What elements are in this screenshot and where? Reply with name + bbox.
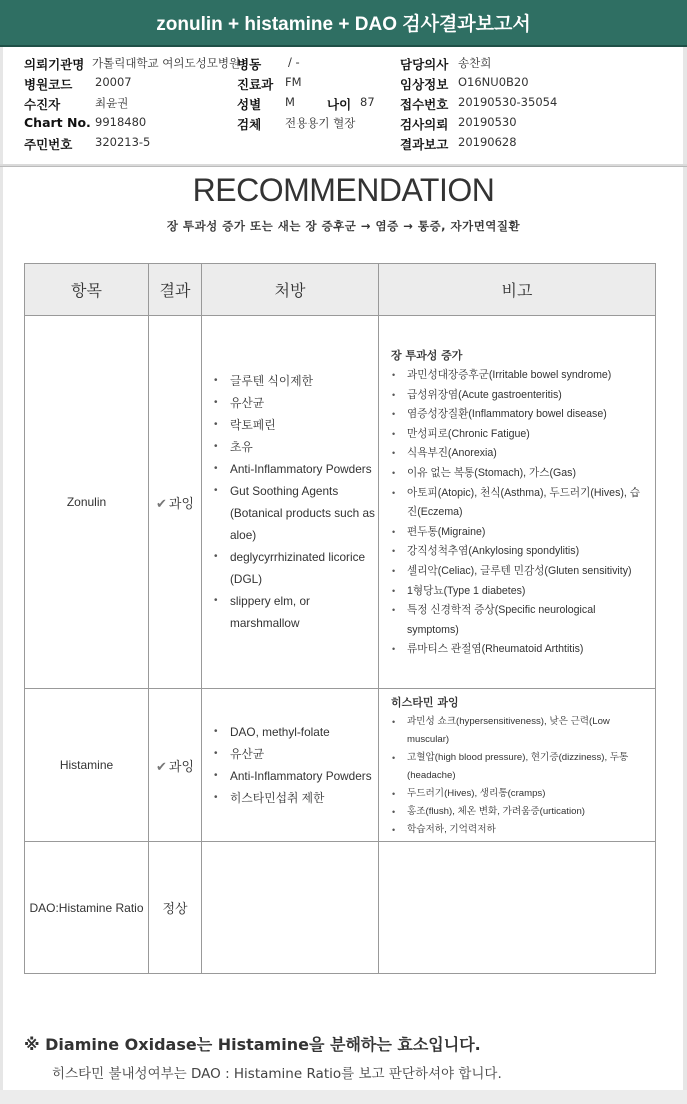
info-row-3: [0, 95, 687, 114]
info-row-2: [0, 75, 687, 94]
prescription-item: • Anti-Inflammatory Powders: [212, 765, 378, 787]
check-icon: ✔: [155, 759, 167, 775]
sex-label: 성별: [237, 97, 262, 112]
chart-value: 9918480: [95, 115, 147, 129]
table-row-histamine: [25, 689, 656, 842]
header-remarks: 비고: [379, 264, 656, 316]
receipt-value: 20190530-35054: [458, 95, 558, 109]
header-item: 항목: [25, 264, 149, 316]
remarks-item: • 특정 신경학적 증상(Specific neurological symptoms): [391, 601, 647, 640]
footer-note-main: ※ Diamine Oxidase는 Histamine을 분해하는 효소입니다.: [24, 1035, 481, 1054]
prescription-item: • Anti-Inflammatory Powders: [212, 458, 378, 480]
remarks-item: • 염증성장질환(Inflammatory bowel disease): [391, 405, 647, 425]
institution-value: 가톨릭대학교 여의도성모병원: [92, 56, 241, 70]
item-cell: Zonulin: [25, 316, 149, 689]
remarks-item: • 식욕부진(Anorexia): [391, 444, 647, 464]
info-row-4: [0, 115, 687, 134]
id-value: 320213-5: [95, 135, 151, 149]
institution-label: 의뢰기관명: [24, 57, 85, 72]
hospital-code-label: 병원코드: [24, 77, 73, 92]
result-report-label: 결과보고: [400, 137, 449, 152]
remarks-item: • 과민성 쇼크(hypersensitiveness), 낮은 근력(Low muscular): [391, 713, 647, 749]
prescription-item: • slippery elm, or marshmallow: [212, 590, 378, 634]
age-value: 87: [360, 95, 375, 109]
result-value: 정상: [162, 902, 188, 917]
recommendation-title: RECOMMENDATION: [192, 172, 495, 208]
prescription-item: • 초유: [212, 436, 378, 458]
patient-label: 수진자: [24, 97, 61, 112]
request-label: 검사의뢰: [400, 117, 449, 132]
clinical-label: 임상정보: [400, 77, 449, 92]
result-value: 과잉: [168, 759, 195, 775]
bottom-frame: [0, 1090, 687, 1104]
remarks-cell: [379, 689, 656, 842]
prescription-cell: [202, 689, 379, 842]
result-value: 과잉: [168, 496, 195, 512]
remarks-item: • 셀리악(Celiac), 글루텐 민감성(Gluten sensitivity): [391, 562, 647, 582]
remarks-item: • 과민성대장증후군(Irritable bowel syndrome): [391, 366, 647, 386]
remarks-item: • 만성피로(Chronic Fatigue): [391, 425, 647, 445]
prescription-item: • 히스타민섭취 제한: [212, 787, 378, 809]
prescription-item: • Gut Soothing Agents (Botanical products such as aloe): [212, 480, 378, 546]
dept-value: FM: [285, 75, 302, 89]
prescription-item: • 유산균: [212, 743, 378, 765]
sex-value: M: [285, 95, 295, 109]
remarks-heading: 히스타민 과잉: [391, 696, 459, 709]
check-icon: ✔: [155, 496, 167, 512]
dept-label: 진료과: [237, 77, 274, 92]
result-cell: [149, 316, 202, 689]
remarks-item: • 편두통(Migraine): [391, 523, 647, 543]
id-label: 주민번호: [24, 137, 73, 152]
report-title: zonulin + histamine + DAO 검사결과보고서: [0, 0, 687, 47]
result-cell: [149, 689, 202, 842]
prescription-cell: [202, 316, 379, 689]
footer-note-sub: 히스타민 불내성여부는 DAO : Histamine Ratio를 보고 판단하셔야 합니다.: [52, 1066, 502, 1082]
receipt-label: 접수번호: [400, 97, 449, 112]
specimen-label: 검체: [237, 117, 262, 132]
info-row-5: [0, 135, 687, 154]
remarks-item: • 홍조(flush), 체온 변화, 가려움증(urtication): [391, 803, 647, 821]
ward-value: / -: [288, 55, 300, 69]
prescription-item: • 유산균: [212, 392, 378, 414]
prescription-item: • deglycyrrhizinated licorice (DGL): [212, 546, 378, 590]
remarks-item: • 급성위장염(Acute gastroenteritis): [391, 386, 647, 406]
patient-info: [0, 52, 687, 156]
header-prescription: 처방: [202, 264, 379, 316]
recommendation-table: [24, 263, 656, 974]
remarks-heading: 장 투과성 증가: [391, 349, 463, 363]
prescription-cell: [202, 842, 379, 974]
header-divider: [0, 164, 687, 167]
request-value: 20190530: [458, 115, 517, 129]
remarks-cell: [379, 842, 656, 974]
remarks-item: • 아토피(Atopic), 천식(Asthma), 두드러기(Hives), 습진(Eczema): [391, 484, 647, 523]
remarks-item: • 고혈압(high blood pressure), 현기증(dizziness), 두통(headache): [391, 749, 647, 785]
prescription-item: • 락토페린: [212, 414, 378, 436]
remarks-item: • 두드러기(Hives), 생리통(cramps): [391, 785, 647, 803]
remarks-item: • 강직성척추염(Ankylosing spondylitis): [391, 542, 647, 562]
doctor-label: 담당의사: [400, 57, 449, 72]
chart-label: Chart No.: [24, 115, 91, 130]
table-header-row: [25, 264, 656, 316]
recommendation-subtitle: 장 투과성 증가 또는 새는 장 증후군 → 염증 → 통증, 자가면역질환: [166, 219, 521, 233]
age-label: 나이: [327, 97, 352, 112]
remarks-item: • 이유 없는 복통(Stomach), 가스(Gas): [391, 464, 647, 484]
prescription-item: • 글루텐 식이제한: [212, 370, 378, 392]
patient-value: 최윤권: [95, 96, 129, 110]
ward-label: 병동: [237, 57, 262, 72]
remarks-item: • 1형당뇨(Type 1 diabetes): [391, 582, 647, 602]
header-result: 결과: [149, 264, 202, 316]
hospital-code-value: 20007: [95, 75, 132, 89]
item-cell: DAO:Histamine Ratio: [25, 842, 149, 974]
specimen-value: 전용용기 혈장: [285, 116, 356, 130]
result-cell: [149, 842, 202, 974]
doctor-value: 송찬희: [458, 56, 492, 70]
info-row-1: [0, 55, 687, 74]
remarks-item: • 류마티스 관절염(Rheumatoid Arthtitis): [391, 640, 647, 660]
remarks-cell: [379, 316, 656, 689]
table-row-dao-ratio: [25, 842, 656, 974]
remarks-item: • 학습저하, 기억력저하: [391, 821, 647, 839]
clinical-value: O16NU0B20: [458, 75, 529, 89]
result-report-value: 20190628: [458, 135, 517, 149]
item-cell: Histamine: [25, 689, 149, 842]
prescription-item: • DAO, methyl-folate: [212, 721, 378, 743]
table-row-zonulin: [25, 316, 656, 689]
